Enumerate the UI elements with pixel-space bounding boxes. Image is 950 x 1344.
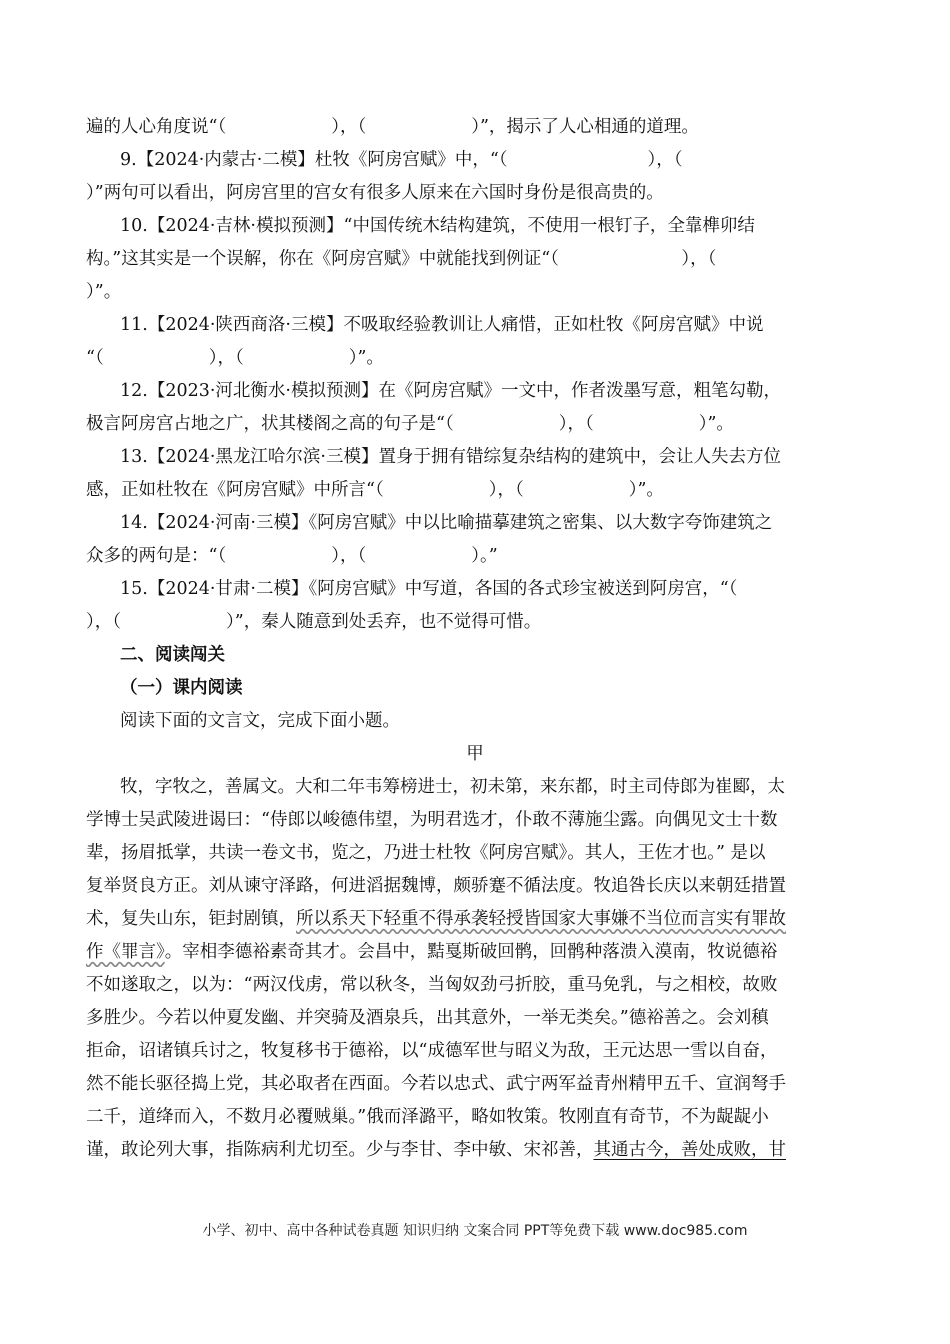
passage-line: 复举贤良方正。刘从谏守泽路，何进滔据魏博，颇骄蹇不循法度。牧追咎长庆以来朝廷措置 bbox=[86, 876, 786, 896]
question-10: 10.【2024·吉林·模拟预测】“中国传统木结构建筑，不使用一根钉子，全靠榫卯结 bbox=[120, 216, 755, 236]
passage-line: 二千，道绛而入，不数月必覆贼巢。”俄而泽潞平，略如牧策。牧刚直有奇节，不为龊龊小 bbox=[86, 1107, 769, 1127]
passage-line bbox=[86, 904, 866, 934]
section-heading: 二、阅读闯关 bbox=[120, 645, 225, 665]
question-15-cont: ），（ ）”，秦人随意到处丢弃，也不觉得可惜。 bbox=[86, 612, 542, 632]
passage-text: 术，复失山东，钜封剧镇， bbox=[86, 909, 296, 929]
passage-line: 学博士吴武陵进谒曰：“侍郎以峻德伟望，为明君选才，仆敢不薄施尘露。向偶见文士十数 bbox=[86, 810, 778, 830]
passage-line: 然不能长驱径捣上党，其必取者在西面。今若以忠式、武宁两军益青州精甲五千、宣润弩手 bbox=[86, 1074, 786, 1094]
question-15: 15.【2024·甘肃·二模】《阿房宫赋》中写道，各国的各式珍宝被送到阿房宫，“（ bbox=[120, 579, 738, 599]
question-9-cont: ）”两句可以看出，阿房宫里的宫女有很多人原来在六国时身份是很高贵的。 bbox=[86, 183, 664, 203]
subsection-heading: （一）课内阅读 bbox=[120, 678, 243, 698]
reading-instruction: 阅读下面的文言文，完成下面小题。 bbox=[120, 711, 400, 731]
passage-text: 谨，敢论列大事，指陈病利尤切至。少与李甘、李中敏、宋祁善， bbox=[86, 1140, 594, 1160]
passage-line: 辈，扬眉抵掌，共读一卷文书，览之，乃进士杜牧《阿房宫赋》。其人，王佐才也。” 是以 bbox=[86, 843, 766, 863]
passage-line: 不如遂取之，以为：“两汉伐虏，常以秋冬，当匈奴劲弓折胶，重马免乳，与之相校，故败 bbox=[86, 975, 778, 995]
question-11: 11.【2024·陕西商洛·三模】不吸取经验教训让人痛惜，正如杜牧《阿房宫赋》中说 bbox=[120, 315, 764, 335]
question-10-cont: 构。”这其实是一个误解，你在《阿房宫赋》中就能找到例证“（ ），（ bbox=[86, 249, 717, 269]
question-14-cont: 众多的两句是：“（ ），（ ）。” bbox=[86, 546, 498, 566]
question-12: 12.【2023·河北衡水·模拟预测】在《阿房宫赋》一文中，作者泼墨写意，粗笔勾勒， bbox=[120, 381, 781, 401]
underlined-text: 其通古今，善处成败，甘 bbox=[593, 1140, 786, 1160]
passage-line bbox=[86, 937, 866, 967]
question-13: 13.【2024·黑龙江哈尔滨·三模】置身于拥有错综复杂结构的建筑中，会让人失去方位 bbox=[120, 447, 781, 467]
question-8-tail: 遍的人心角度说“（ ），（ ）”，揭示了人心相通的道理。 bbox=[86, 117, 699, 137]
question-10-end: ）”。 bbox=[86, 282, 122, 302]
passage-line: 拒命，诏诸镇兵讨之，牧复移书于德裕，以“成德军世与昭义为敌，王元达思一雪以自奋， bbox=[86, 1041, 778, 1061]
passage-text: 。宰相李德裕素奇其才。会昌中，黠戛斯破回鹘，回鹘种落溃入漠南，牧说德裕 bbox=[164, 942, 778, 962]
passage-line bbox=[86, 1135, 866, 1165]
passage-line: 多胜少。今若以仲夏发幽、并突骑及酒泉兵，出其意外，一举无类矣。”德裕善之。会刘稹 bbox=[86, 1008, 769, 1028]
passage-line: 牧，字牧之，善属文。大和二年韦筹榜进士，初未第，来东都，时主司侍郎为崔郾，太 bbox=[120, 777, 785, 797]
question-9: 9.【2024·内蒙古·二模】杜牧《阿房宫赋》中，“（ ），（ bbox=[120, 150, 683, 170]
question-12-cont: 极言阿房宫占地之广，状其楼阁之高的句子是“（ ），（ ）”。 bbox=[86, 414, 734, 434]
question-13-cont: 感，正如杜牧在《阿房宫赋》中所言“（ ），（ ）”。 bbox=[86, 480, 664, 500]
page-footer: 小学、初中、高中各种试卷真题 知识归纳 文案合同 PPT等免费下载 www.doc985.com bbox=[202, 1223, 748, 1239]
wavy-underlined-text: 所以系天下轻重不得承袭轻授皆国家大事嫌不当位而言实有罪故 bbox=[296, 909, 786, 929]
wavy-underlined-text: 作《罪言》 bbox=[86, 942, 165, 962]
passage-title: 甲 bbox=[466, 744, 484, 764]
question-11-cont: “（ ），（ ）”。 bbox=[86, 348, 384, 368]
question-14: 14.【2024·河南·三模】《阿房宫赋》中以比喻描摹建筑之密集、以大数字夸饰建筑之 bbox=[120, 513, 773, 533]
